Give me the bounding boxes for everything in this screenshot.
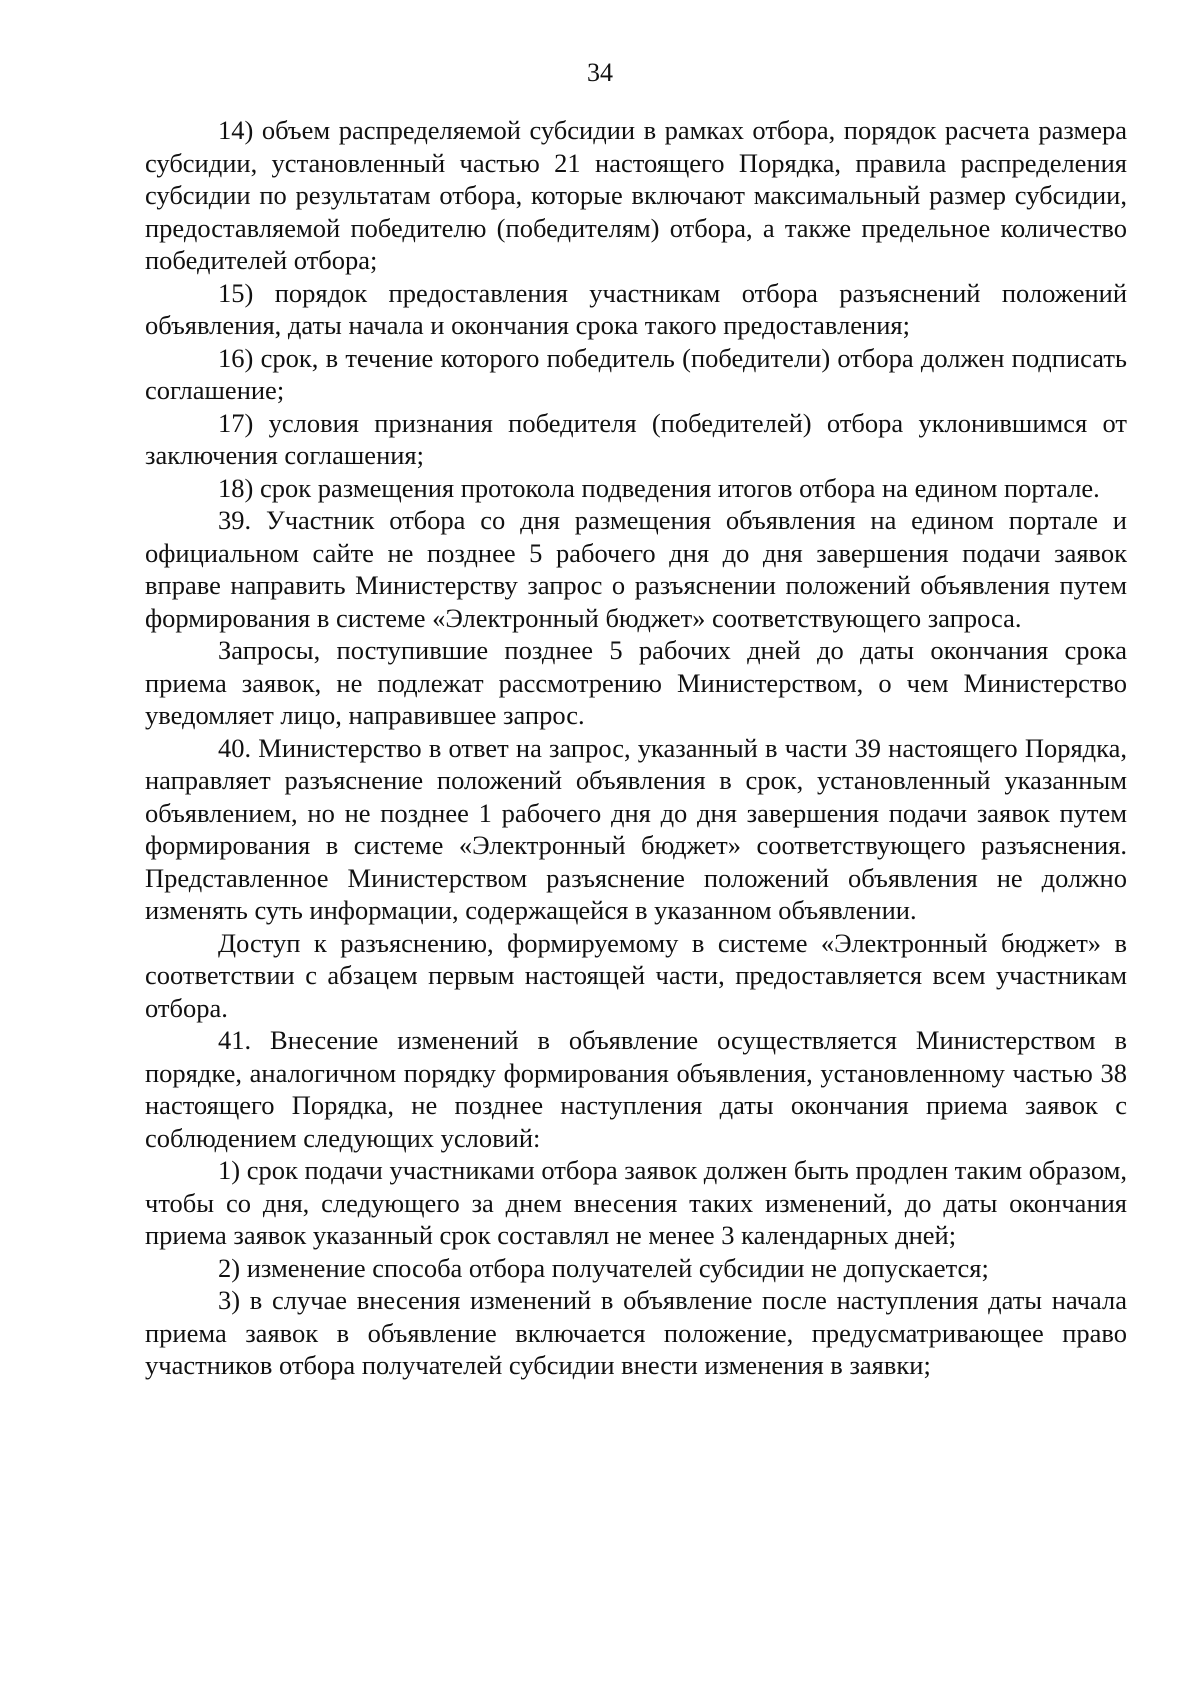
paragraph-item-18: 18) срок размещения протокола подведения итогов отбора на едином портале.	[218, 472, 1100, 503]
paragraph-condition-3: 3) в случае внесения изменений в объявление после наступления даты начала приема заявок в объявление включается положение, предусматривающее право участников отбора получателей субсидии внести изменения в заявки;	[145, 1285, 1127, 1380]
paragraph-condition-2: 2) изменение способа отбора получателей субсидии не допускается;	[218, 1252, 989, 1283]
paragraph-item-16: 16) срок, в течение которого победитель (победители) отбора должен подписать соглашение;	[145, 342, 1127, 405]
paragraph-section-39: 39. Участник отбора со дня размещения объявления на едином портале и официальном сайте не позднее 5 рабочего дня до дня завершения подачи заявок вправе направить Министерству запрос о разъяснении положений объявления путем формирования в системе «Электронный бюджет» соответствующего запроса.	[145, 505, 1127, 633]
paragraph-section-40: 40. Министерство в ответ на запрос, указанный в части 39 настоящего Порядка, направляет разъяснение положений объявления в срок, установленный указанным объявлением, но не позднее 1 рабочего дня до дня завершения подачи заявок путем формирования в системе «Электронный бюджет» соответствующего разъяснения. Представленное Министерством разъяснение положений объявления не должно изменять суть информации, содержащейся в указанном объявлении.	[145, 732, 1127, 925]
paragraph-section-41: 41. Внесение изменений в объявление осуществляется Министерством в порядке, аналогичном порядку формирования объявления, установленному частью 38 настоящего Порядка, не позднее наступления даты окончания приема заявок с соблюдением следующих условий:	[145, 1025, 1127, 1153]
page-number: 34	[587, 58, 613, 87]
paragraph-condition-1: 1) срок подачи участниками отбора заявок должен быть продлен таким образом, чтобы со дня, следующего за днем внесения таких изменений, до даты окончания приема заявок указанный срок составлял не менее 3 календарных дней;	[145, 1155, 1127, 1250]
paragraph-section-40-part-2: Доступ к разъяснению, формируемому в системе «Электронный бюджет» в соответствии с абзацем первым настоящей части, предоставляется всем участникам отбора.	[145, 927, 1127, 1023]
document-body	[145, 114, 1127, 1382]
paragraph-item-14: 14) объем распределяемой субсидии в рамках отбора, порядок расчета размера субсидии, установленный частью 21 настоящего Порядка, правила распределения субсидии по результатам отбора, которые включают максимальный размер субсидии, предоставляемой победителю (победителям) отбора, а также предельное количество победителей отбора;	[145, 115, 1127, 275]
paragraph-item-17: 17) условия признания победителя (победителей) отбора уклонившимся от заключения соглашения;	[145, 407, 1127, 470]
paragraph-section-39-part-2: Запросы, поступившие позднее 5 рабочих дней до даты окончания срока приема заявок, не подлежат рассмотрению Министерством, о чем Министерство уведомляет лицо, направившее запрос.	[145, 635, 1127, 730]
paragraph-item-15: 15) порядок предоставления участникам отбора разъяснений положений объявления, даты начала и окончания срока такого предоставления;	[145, 277, 1127, 340]
